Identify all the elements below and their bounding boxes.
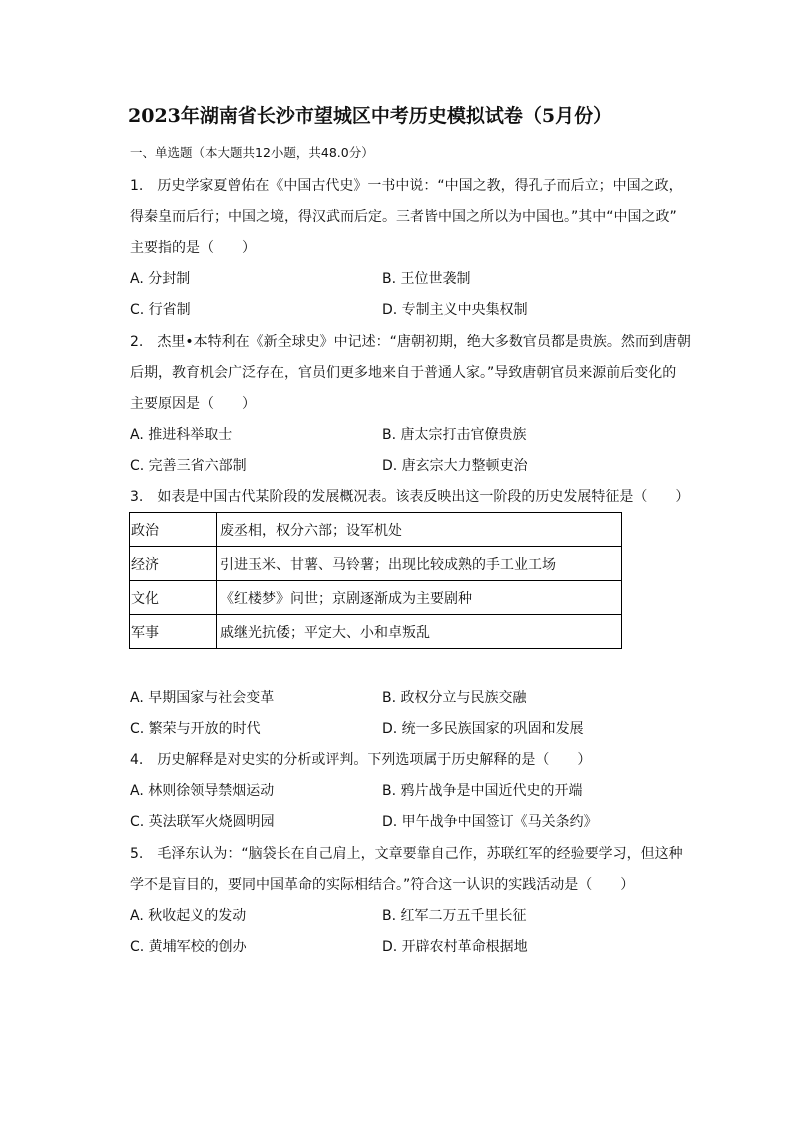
q4-option-a: A. 林则徐领导禁烟运动 <box>130 783 275 799</box>
q3-option-a: A. 早期国家与社会变革 <box>130 690 275 706</box>
q1-option-b: B. 王位世袭制 <box>382 271 471 287</box>
table-row <box>130 513 622 547</box>
q3-option-b: B. 政权分立与民族交融 <box>382 690 527 706</box>
q5-option-d: D. 开辟农村革命根据地 <box>382 939 528 955</box>
q4-option-b: B. 鸦片战争是中国近代史的开端 <box>382 783 583 799</box>
q1-option-d: D. 专制主义中央集权制 <box>382 302 528 318</box>
q4-option-d: D. 甲午战争中国签订《马关条约》 <box>382 814 598 830</box>
q3-stem-line-1: 3. 如表是中国古代某阶段的发展概况表。该表反映出这一阶段的历史发展特征是（ ） <box>130 489 690 505</box>
q5-option-c: C. 黄埔军校的创办 <box>130 939 247 955</box>
section-heading: 一、单选题（本大题共12小题，共48.0分） <box>130 145 374 160</box>
q1-option-a: A. 分封制 <box>130 271 191 287</box>
q5-stem-line-2: 学不是盲目的，要同中国革命的实际相结合。”符合这一认识的实践活动是（ ） <box>130 877 635 893</box>
table-row <box>130 581 622 615</box>
q4-option-c: C. 英法联军火烧圆明园 <box>130 814 275 830</box>
q2-option-b: B. 唐太宗打击官僚贵族 <box>382 427 527 443</box>
table-cell-key: 军事 <box>130 615 217 649</box>
table-row <box>130 547 622 581</box>
q1-stem-line-2: 得秦皇而后行；中国之境，得汉武而后定。三者皆中国之所以为中国也。”其中“中国之政” <box>130 209 677 225</box>
table-cell-value: 废丞相，权分六部；设军机处 <box>217 513 622 547</box>
table-cell-value: 《红楼梦》问世；京剧逐渐成为主要剧种 <box>217 581 622 615</box>
table-cell-key: 文化 <box>130 581 217 615</box>
exam-title: 2023年湖南省长沙市望城区中考历史模拟试卷（5月份） <box>128 105 613 127</box>
q1-stem-line-3: 主要指的是（ ） <box>130 240 256 256</box>
q2-stem-line-3: 主要原因是（ ） <box>130 396 256 412</box>
q2-option-a: A. 推进科举取士 <box>130 427 233 443</box>
q5-option-a: A. 秋收起义的发动 <box>130 908 247 924</box>
q3-info-table <box>129 512 622 649</box>
q5-option-b: B. 红军二万五千里长征 <box>382 908 527 924</box>
q1-option-c: C. 行省制 <box>130 302 191 318</box>
q2-stem-line-1: 2. 杰里•本特利在《新全球史》中记述：“唐朝初期，绝大多数官员都是贵族。然而到唐朝 <box>130 334 691 350</box>
q2-option-d: D. 唐玄宗大力整顿吏治 <box>382 458 528 474</box>
table-cell-value: 戚继光抗倭；平定大、小和卓叛乱 <box>217 615 622 649</box>
table-cell-value: 引进玉米、甘薯、马铃薯；出现比较成熟的手工业工场 <box>217 547 622 581</box>
q5-stem-line-1: 5. 毛泽东认为：“脑袋长在自己肩上，文章要靠自己作，苏联红军的经验要学习，但这种 <box>130 846 683 862</box>
q1-stem-line-1: 1. 历史学家夏曾佑在《中国古代史》一书中说：“中国之教，得孔子而后立；中国之政， <box>130 178 683 194</box>
q4-stem-line-1: 4. 历史解释是对史实的分析或评判。下列选项属于历史解释的是（ ） <box>130 752 592 768</box>
table-cell-key: 政治 <box>130 513 217 547</box>
q2-option-c: C. 完善三省六部制 <box>130 458 247 474</box>
table-cell-key: 经济 <box>130 547 217 581</box>
q3-option-c: C. 繁荣与开放的时代 <box>130 721 261 737</box>
q2-stem-line-2: 后期，教育机会广泛存在，官员们更多地来自于普通人家。”导致唐朝官员来源前后变化的 <box>130 365 677 381</box>
table-row <box>130 615 622 649</box>
q3-option-d: D. 统一多民族国家的巩固和发展 <box>382 721 584 737</box>
